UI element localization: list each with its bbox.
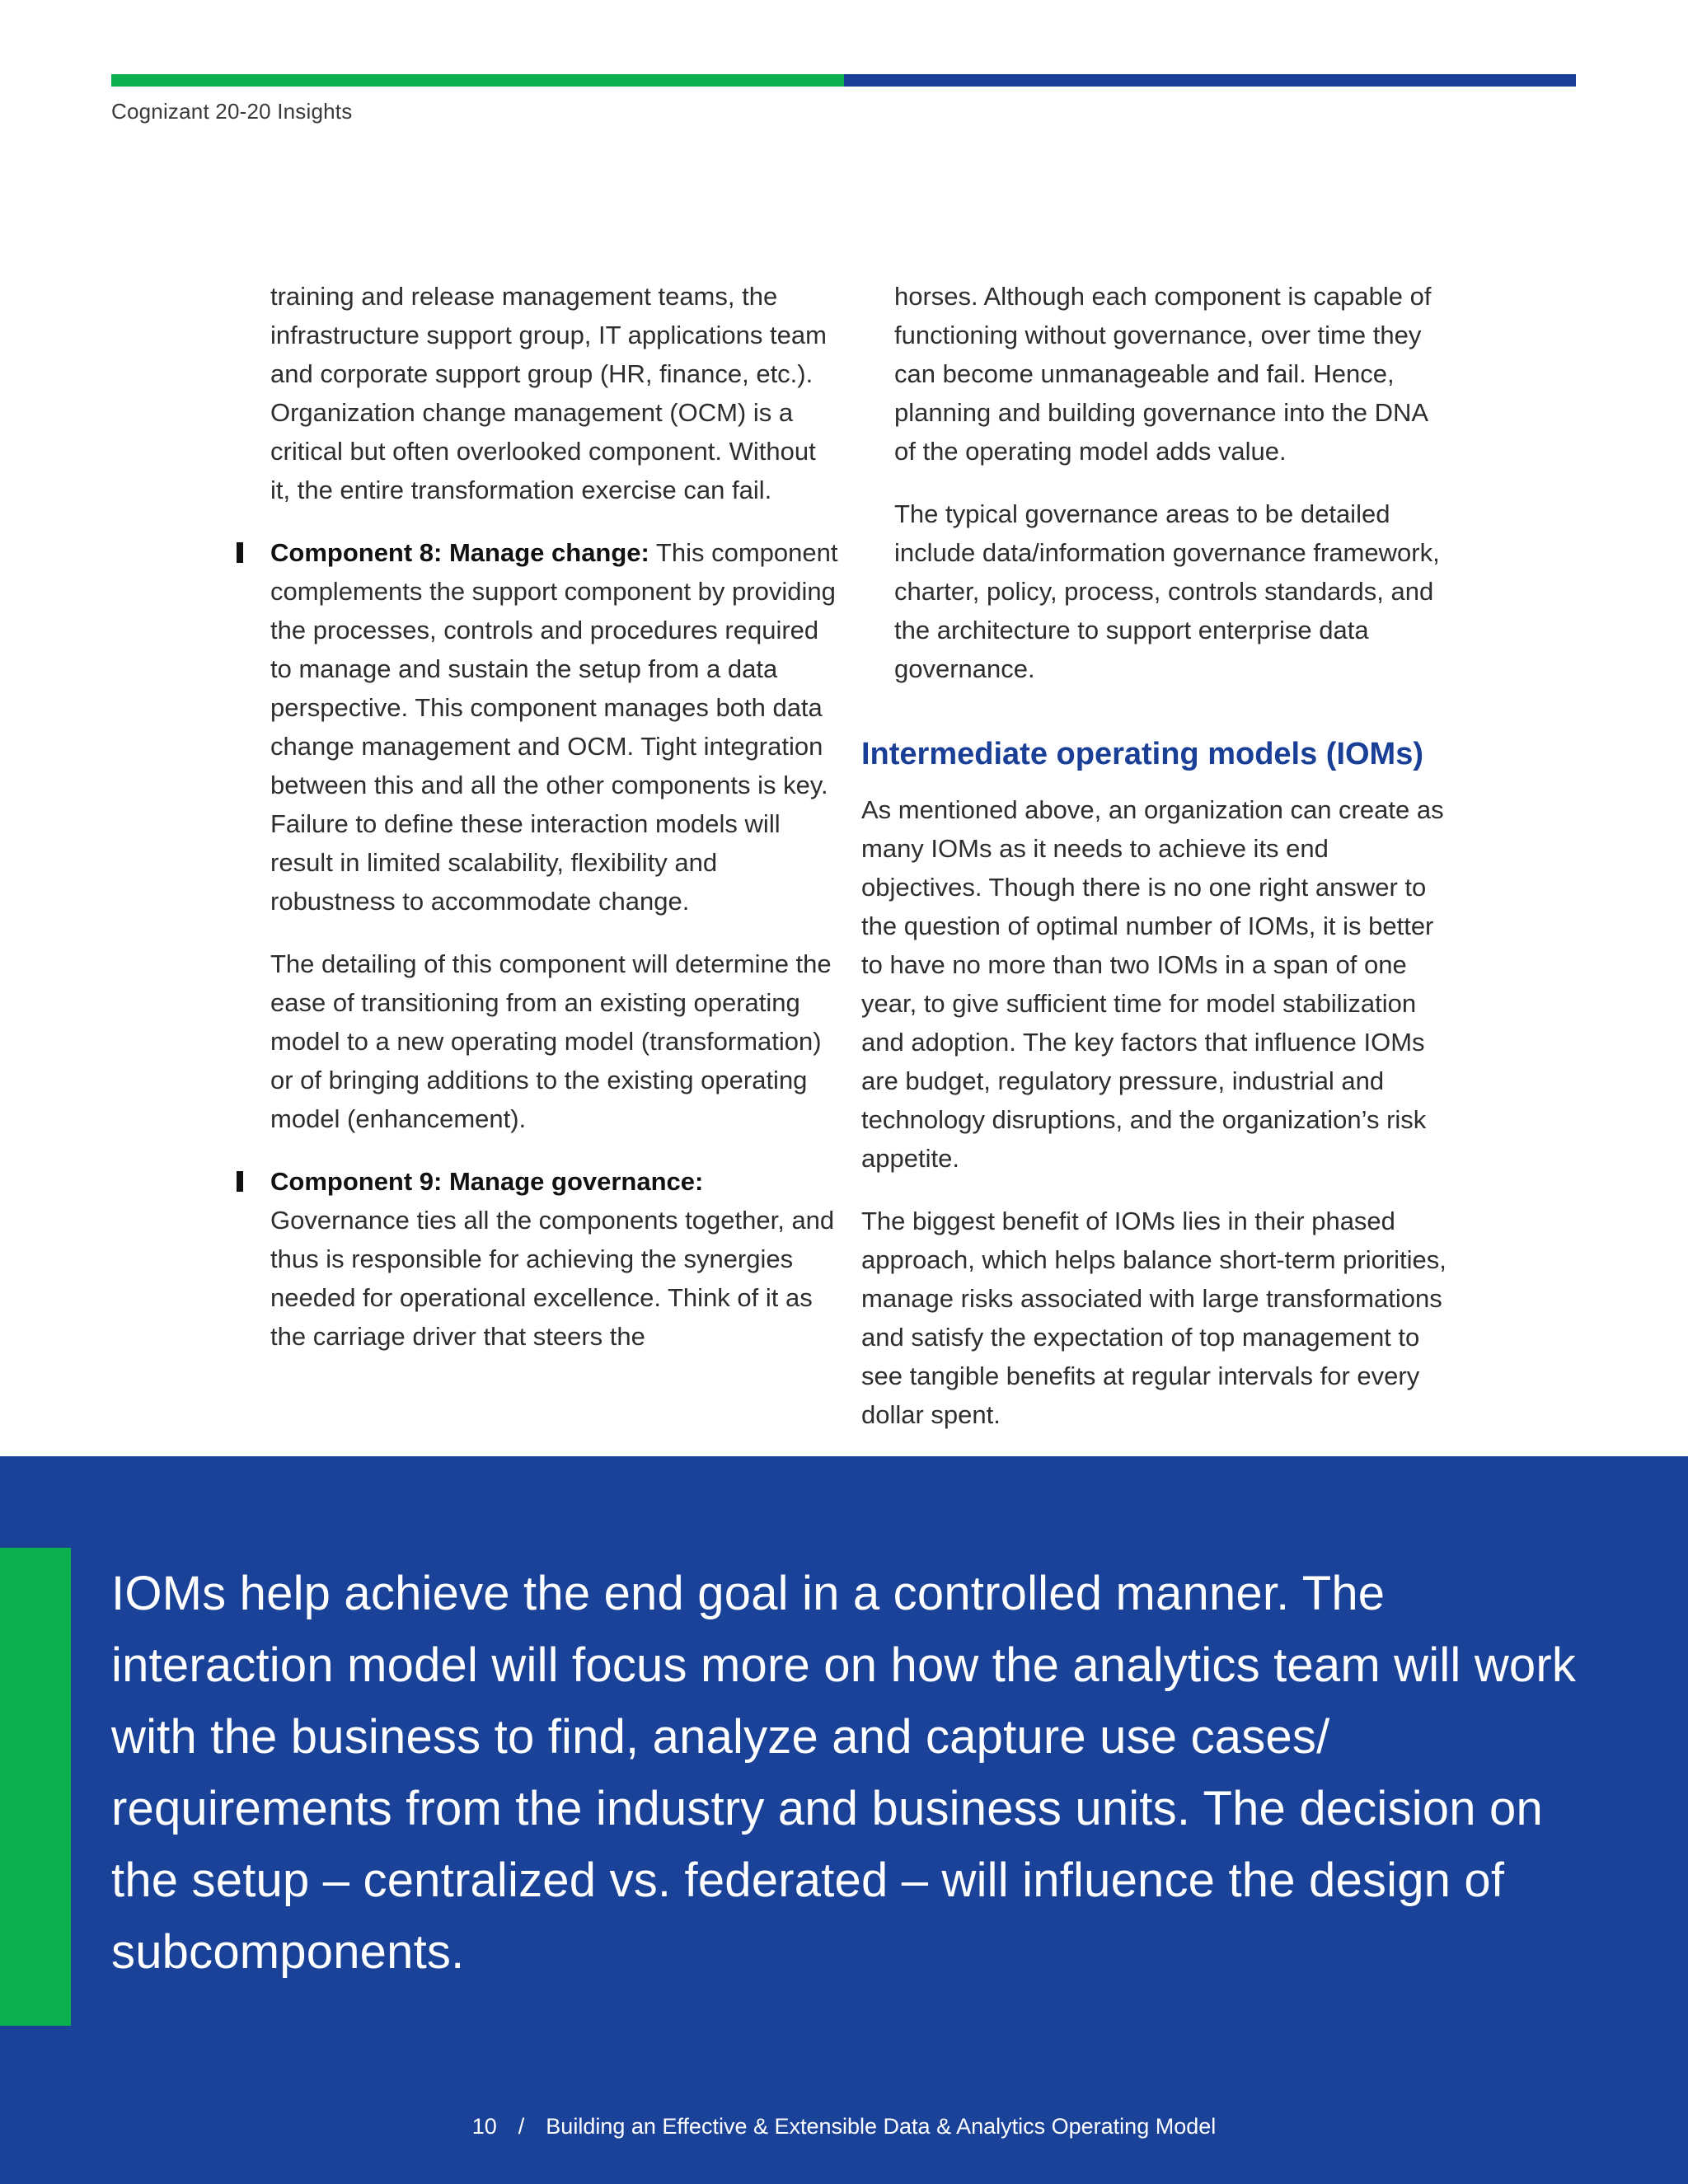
- header-bar-green: [111, 74, 844, 87]
- left-column: [270, 277, 839, 1356]
- component-8-text: This component complements the support component by providing the processes, controls and procedures required to manage and sustain the setup from a data perspective. This component manages both data change management and OCM. Tight integration between this and all the other components is key. Failure to define these interaction models will result in limited scalability, flexibility and robustness to accommodate change.: [270, 538, 838, 916]
- component-8-detail: The detailing of this component will determine the ease of transitioning from an existing operating model to a new operating model (transformation) or of bringing additions to the existing operating model (enhancement).: [270, 949, 832, 1133]
- page-number: 10: [471, 2114, 497, 2139]
- iom-paragraph-1: As mentioned above, an organization can create as many IOMs as it needs to achieve its end objectives. Though there is no one right answer to the question of optimal number of IOMs, it is better to have no more than two IOMs in a span of one year, to give sufficient time for model stabilization and adoption. The key factors that influence IOMs are budget, regulatory pressure, industrial and technology disruptions, and the organization’s risk appetite.: [861, 795, 1444, 1173]
- footer-separator: /: [518, 2114, 525, 2139]
- component-9-title: Component 9: Manage governance:: [270, 1167, 704, 1196]
- component-8-title: Component 8: Manage change:: [270, 538, 649, 567]
- right-column: [861, 277, 1455, 1434]
- component-8-item: [270, 533, 839, 921]
- header-color-bar: [111, 74, 1576, 87]
- document-title: Building an Effective & Extensible Data & Analytics Operating Model: [546, 2114, 1217, 2139]
- pull-quote-accent-bar: [0, 1548, 71, 2026]
- component-9-item: [270, 1162, 839, 1356]
- publication-label: Cognizant 20-20 Insights: [111, 99, 353, 124]
- iom-paragraph-2: The biggest benefit of IOMs lies in their phased approach, which helps balance short-term priorities, manage risks associated with large transformations and satisfy the expectation of top management to see tangible benefits at regular intervals for every dollar spent.: [861, 1207, 1447, 1429]
- header-bar-blue: [844, 74, 1576, 87]
- component-9-text: Governance ties all the components together, and thus is responsible for achieving the synergies needed for operational excellence. Think of it as the carriage driver that steers the: [270, 1206, 835, 1351]
- bullet-marker: [237, 542, 243, 563]
- section-heading: Intermediate operating models (IOMs): [861, 737, 1423, 771]
- pull-quote: IOMs help achieve the end goal in a controlled manner. The interaction model will focus more on how the analytics team will work with the business to find, analyze and capture use cases/ requirements from the industry and business units. The decision on the setup – centralized vs. federated – will influence the design of subcomponents.: [111, 1567, 1577, 1979]
- bullet-marker: [237, 1171, 243, 1192]
- page-footer: [0, 2114, 1688, 2139]
- governance-continuation: horses. Although each component is capable of functioning without governance, over time they can become unmanageable and fail. Hence, planning and building governance into the DNA of the operating model adds value.: [894, 282, 1432, 466]
- intro-paragraph: training and release management teams, the infrastructure support group, IT applications team and corporate support group (HR, finance, etc.). Organization change management (OCM) is a critical but often overlooked component. Without it, the entire transformation exercise can fail.: [270, 282, 827, 504]
- governance-areas-paragraph: The typical governance areas to be detailed include data/information governance framework, charter, policy, process, controls standards, and the architecture to support enterprise data governance.: [894, 499, 1440, 683]
